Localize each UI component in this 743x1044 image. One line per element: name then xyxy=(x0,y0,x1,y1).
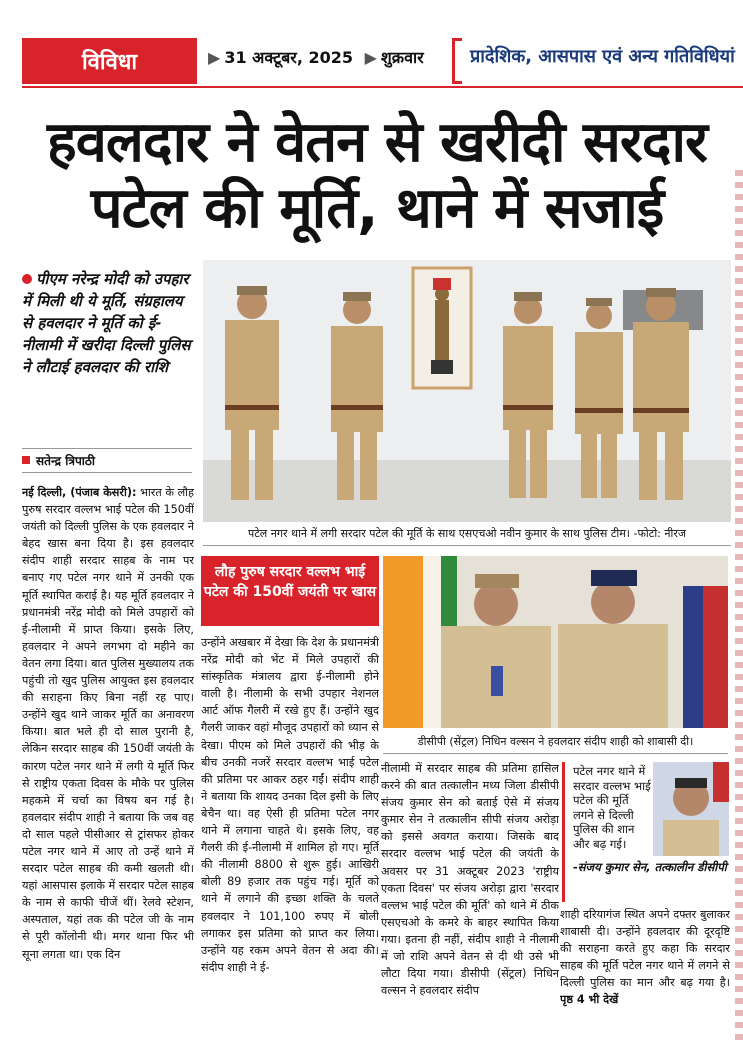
article-column-4 xyxy=(560,906,730,1039)
pull-quote xyxy=(562,762,728,902)
photo-caption-team: पटेल नगर थाने में लगी सरदार पटेल की मूर्ति के साथ एसएचओ नवीन कुमार के साथ पुलिस टीम। -फोटो: नीरज xyxy=(203,526,731,546)
promo-box: लौह पुरुष सरदार वल्लभ भाई पटेल की 150वीं जयंती पर खास xyxy=(201,556,379,626)
arrow-icon: ▶ xyxy=(364,48,377,67)
photo-police-team xyxy=(203,260,731,522)
bracket-decoration xyxy=(452,38,462,84)
bullet-icon xyxy=(22,274,32,284)
police-team-illustration xyxy=(203,260,731,522)
portrait-illustration xyxy=(653,762,729,856)
date-line xyxy=(208,46,424,68)
article-column-3: नीलामी में सरदार साहब की प्रतिमा हासिल करने की बात तत्कालीन मध्य जिला डीसीपी संजय कुमार सेन को बताई ऐसे में संजय कुमार सेन ने तत्कालीन सीपी संजय अरोड़ा को इससे अवगत कराया। जिसके बाद सरदार वल्लभ भाई पटेल की जयंती के अवसर पर 31 अक्टूबर 2023 'राष्ट्रीय एकता दिवस' पर संजय अरोड़ा द्वारा 'सरदार वल्लभ भाई पटेल की मूर्ति' को थाने में ठीक एसएचओ के कमरे के बाहर स्थापित किया गया। इतना ही नहीं, संदीप शाही ने नीलामी में जो राशि अपने वेतन से दी थी उसे भी लौटा दिया गया। डीसीपी (सेंट्रल) निधिन वल्सन ने हवलदार संदीप xyxy=(381,762,559,998)
dcp-constable-illustration xyxy=(383,556,728,728)
subheadline xyxy=(22,268,192,378)
article-column-2: उन्होंने अखबार में देखा कि देश के प्रधानमंत्री नरेंद्र मोदी को भेंट में मिले उपहारों की सांस्कृतिक मंत्रालय द्वारा ई-नीलामी होने वाली है। नीलामी के सभी उपहार नेशनल आर्ट ऑफ गैलरी में रखे हुए हैं। उन्होंने खुद गैलरी जाकर वहां मौजूद उपहारों को ध्यान से देखा। पीएम को मिले उपहारों की भीड़ के बीच उनकी नजरें सरदार वल्लभ भाई पटेल की प्रतिमा पर आकर ठहर गईं। संदीप शाही ने बताया कि शायद उनका दिल इसी के लिए बेचैन था। वह ऐसी ही प्रतिमा पटेल नगर थाने में लगाना चाहते थे। इसके लिए, वह गैलरी की ई-नीलामी में शामिल हो गए। मूर्ति की नीलामी 8800 से शुरू हुई। आखिरी बोली 89 हजार तक पहुंच गई। मूर्ति को थाने में लगाने की इच्छा शक्ति के चलते हवलदार ने 101,100 रुपए में बोली लगाकर इस प्रतिमा को प्राप्त कर लिया। उन्होंने यह रकम अपने वेतन से अदा की। संदीप शाही ने ई- xyxy=(201,636,379,974)
column-1-text: भारत के लौह पुरुष सरदार वल्लभ भाई पटेल की 150वीं जयंती को दिल्ली पुलिस के एक हवलदार ने बेहद खास बना दिया है। इस हवलदार संदीप शाही सरदार साहब के नाम पर बनाए गए पटेल नगर थाने में उनकी एक मूर्ति स्थापित कराई है। यह मूर्ति हवलदार ने प्रधानमंत्री नरेंद्र मोदी को मिले उपहारों को ई-नीलामी में प्राप्त किया। इसके लिए, हवलदार ने अपने लगभग दो महीने का वेतन लगा दिया। बात पुलिस मुख्यालय तक पहुंची तो खुद पुलिस आयुक्त इस हवलदार की सराहना किए बिना नहीं रह पाए। उन्होंने खुद थाने जाकर मूर्ति का अनावरण किया। बात भले ही दो साल पुरानी है, लेकिन सरदार साहब की 150वीं जयंती के कारण पटेल नगर थाने में लगी ये मूर्ति फिर से राष्ट्रीय एकता दिवस के मौके पर पुलिस महकमे में चर्चा का विषय बन गई है। हवलदार संदीप शाही ने बताया कि जब वह दो साल पहले पीसीआर से ट्रांसफर होकर पटेल नगर थाने में आए तो उन्हें थाने में सरदार पटेल साहब की कमी खलती थी। यहां आसपास इलाके में सरदार पटेल साहब के नाम से काफी चीजें थीं। रेलवे स्टेशन, अस्पताल, यहां तक की पटेल जी के नाम से पूरी कॉलोनी थी। मगर थाना फिर भी सूना लगता था। एक दिन xyxy=(22,486,194,961)
byline: सतेन्द्र त्रिपाठी xyxy=(22,448,192,473)
section-tag: विविधा xyxy=(22,38,197,84)
category-label: प्रादेशिक, आसपास एवं अन्य गतिविधियां xyxy=(470,46,735,67)
header-rule xyxy=(22,86,743,88)
issue-date: 31 अक्टूबर, 2025 xyxy=(224,48,354,67)
margin-stripe xyxy=(735,170,743,1044)
headline: हवलदार ने वेतन से खरीदी सरदार पटेल की मूर्ति, थाने में सजाई xyxy=(47,110,707,241)
continued-note: पृष्ठ 4 भी देखें xyxy=(560,993,619,1007)
column-4-text: शाही दरियागंज स्थित अपने दफ्तर बुलाकर शाबासी दी। उन्होंने हवलदार की दूरदृष्टि की सराहना करते हुए कहा कि सरदार साहब की मूर्ति पटेल नगर थाने में लगने से दिल्ली पुलिस का मान और बढ़ गया है। xyxy=(560,908,730,990)
quote-text: पटेल नगर थाने में सरदार वल्लभ भाई पटेल की मूर्ति लगने से दिल्ली पुलिस की शान और बढ़ गई। xyxy=(573,764,651,851)
dateline: नई दिल्ली, (पंजाब केसरी): xyxy=(22,486,137,499)
page-header xyxy=(0,0,743,92)
arrow-icon: ▶ xyxy=(208,48,221,67)
article-column-1 xyxy=(22,484,194,1039)
subheadline-text: पीएम नरेन्द्र मोदी को उपहार में मिली थी ये मूर्ति, संग्रहालय से हवलदार ने मूर्ति को ई-नीलामी में खरीदा दिल्ली पुलिस ने लौटाई हवलदार की राशि xyxy=(22,270,191,376)
quote-attribution: -संजय कुमार सेन, तत्कालीन डीसीपी xyxy=(573,860,727,874)
photo-caption-dcp: डीसीपी (सेंट्रल) निधिन वल्सन ने हवलदार संदीप शाही को शाबासी दी। xyxy=(383,734,728,754)
issue-day: शुक्रवार xyxy=(380,48,424,67)
photo-dcp-constable xyxy=(383,556,728,728)
portrait-photo xyxy=(653,762,729,856)
